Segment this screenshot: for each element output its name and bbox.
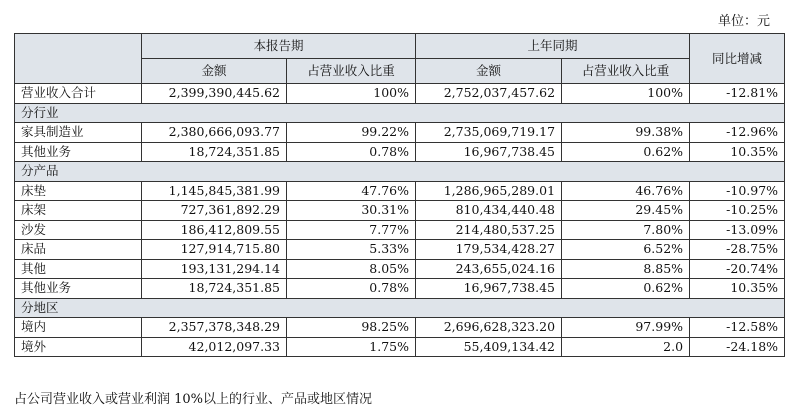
prior-share: 99.38% [562, 123, 690, 143]
section-title: 分产品 [15, 162, 785, 182]
yoy-change: -12.96% [690, 123, 785, 143]
prior-amount: 16,967,738.45 [416, 279, 562, 299]
yoy-change: -13.09% [690, 220, 785, 240]
prior-amount: 810,434,440.48 [416, 201, 562, 221]
cur-share: 1.75% [287, 337, 416, 357]
cur-amount: 727,361,892.29 [142, 201, 287, 221]
row-label: 其他业务 [15, 279, 142, 299]
yoy-change: -28.75% [690, 240, 785, 260]
header-row-periods [15, 34, 785, 59]
cur-amount: 18,724,351.85 [142, 279, 287, 299]
cur-amount: 1,145,845,381.99 [142, 181, 287, 201]
prior-share: 46.76% [562, 181, 690, 201]
section-title: 分地区 [15, 298, 785, 318]
total-prior-share: 100% [562, 84, 690, 104]
table-row [15, 318, 785, 338]
prior-share: 6.52% [562, 240, 690, 260]
header-prior-period: 上年同期 [416, 34, 690, 59]
table-row [15, 181, 785, 201]
prior-share: 8.85% [562, 259, 690, 279]
row-label: 其他业务 [15, 142, 142, 162]
header-cur-share: 占营业收入比重 [287, 59, 416, 84]
cur-share: 47.76% [287, 181, 416, 201]
cur-amount: 2,357,378,348.29 [142, 318, 287, 338]
total-prior-amount: 2,752,037,457.62 [416, 84, 562, 104]
table-row [15, 259, 785, 279]
prior-share: 0.62% [562, 142, 690, 162]
yoy-change: -10.97% [690, 181, 785, 201]
revenue-breakdown-table [14, 33, 785, 357]
table-row [15, 123, 785, 143]
cur-amount: 18,724,351.85 [142, 142, 287, 162]
row-label: 沙发 [15, 220, 142, 240]
cur-share: 7.77% [287, 220, 416, 240]
table-row [15, 240, 785, 260]
yoy-change: -12.58% [690, 318, 785, 338]
total-label: 营业收入合计 [15, 84, 142, 104]
table-row [15, 220, 785, 240]
header-cur-amount: 金额 [142, 59, 287, 84]
row-label: 境内 [15, 318, 142, 338]
row-label: 其他 [15, 259, 142, 279]
cur-amount: 42,012,097.33 [142, 337, 287, 357]
section-title-row [15, 103, 785, 123]
cur-share: 8.05% [287, 259, 416, 279]
row-label: 床品 [15, 240, 142, 260]
row-label: 境外 [15, 337, 142, 357]
yoy-change: 10.35% [690, 142, 785, 162]
row-label: 家具制造业 [15, 123, 142, 143]
prior-share: 97.99% [562, 318, 690, 338]
prior-amount: 1,286,965,289.01 [416, 181, 562, 201]
cur-share: 99.22% [287, 123, 416, 143]
row-label: 床架 [15, 201, 142, 221]
cur-share: 5.33% [287, 240, 416, 260]
prior-share: 2.0 [562, 337, 690, 357]
unit-label: 单位：元 [717, 14, 770, 29]
yoy-change: -10.25% [690, 201, 785, 221]
cur-share: 30.31% [287, 201, 416, 221]
total-cur-share: 100% [287, 84, 416, 104]
header-current-period: 本报告期 [142, 34, 416, 59]
prior-amount: 55,409,134.42 [416, 337, 562, 357]
cur-amount: 2,380,666,093.77 [142, 123, 287, 143]
prior-share: 29.45% [562, 201, 690, 221]
total-row [15, 84, 785, 104]
cur-amount: 127,914,715.80 [142, 240, 287, 260]
total-change: -12.81% [690, 84, 785, 104]
row-label: 床垫 [15, 181, 142, 201]
header-prior-amount: 金额 [416, 59, 562, 84]
prior-amount: 2,735,069,719.17 [416, 123, 562, 143]
section-title: 分行业 [15, 103, 785, 123]
prior-share: 0.62% [562, 279, 690, 299]
table-row [15, 142, 785, 162]
header-blank-cell [15, 34, 142, 84]
prior-amount: 16,967,738.45 [416, 142, 562, 162]
section-title-row [15, 162, 785, 182]
cur-share: 98.25% [287, 318, 416, 338]
table-row [15, 279, 785, 299]
cur-share: 0.78% [287, 279, 416, 299]
section-title-row [15, 298, 785, 318]
prior-amount: 243,655,024.16 [416, 259, 562, 279]
cur-share: 0.78% [287, 142, 416, 162]
header-yoy-change: 同比增减 [690, 34, 785, 84]
prior-share: 7.80% [562, 220, 690, 240]
prior-amount: 179,534,428.27 [416, 240, 562, 260]
yoy-change: -24.18% [690, 337, 785, 357]
cur-amount: 193,131,294.14 [142, 259, 287, 279]
total-cur-amount: 2,399,390,445.62 [142, 84, 287, 104]
yoy-change: -20.74% [690, 259, 785, 279]
footnote: 占公司营业收入或营业利润 10%以上的行业、产品或地区情况 [14, 392, 373, 407]
prior-amount: 2,696,628,323.20 [416, 318, 562, 338]
yoy-change: 10.35% [690, 279, 785, 299]
prior-amount: 214,480,537.25 [416, 220, 562, 240]
header-prior-share: 占营业收入比重 [562, 59, 690, 84]
table-row [15, 201, 785, 221]
table-row [15, 337, 785, 357]
cur-amount: 186,412,809.55 [142, 220, 287, 240]
